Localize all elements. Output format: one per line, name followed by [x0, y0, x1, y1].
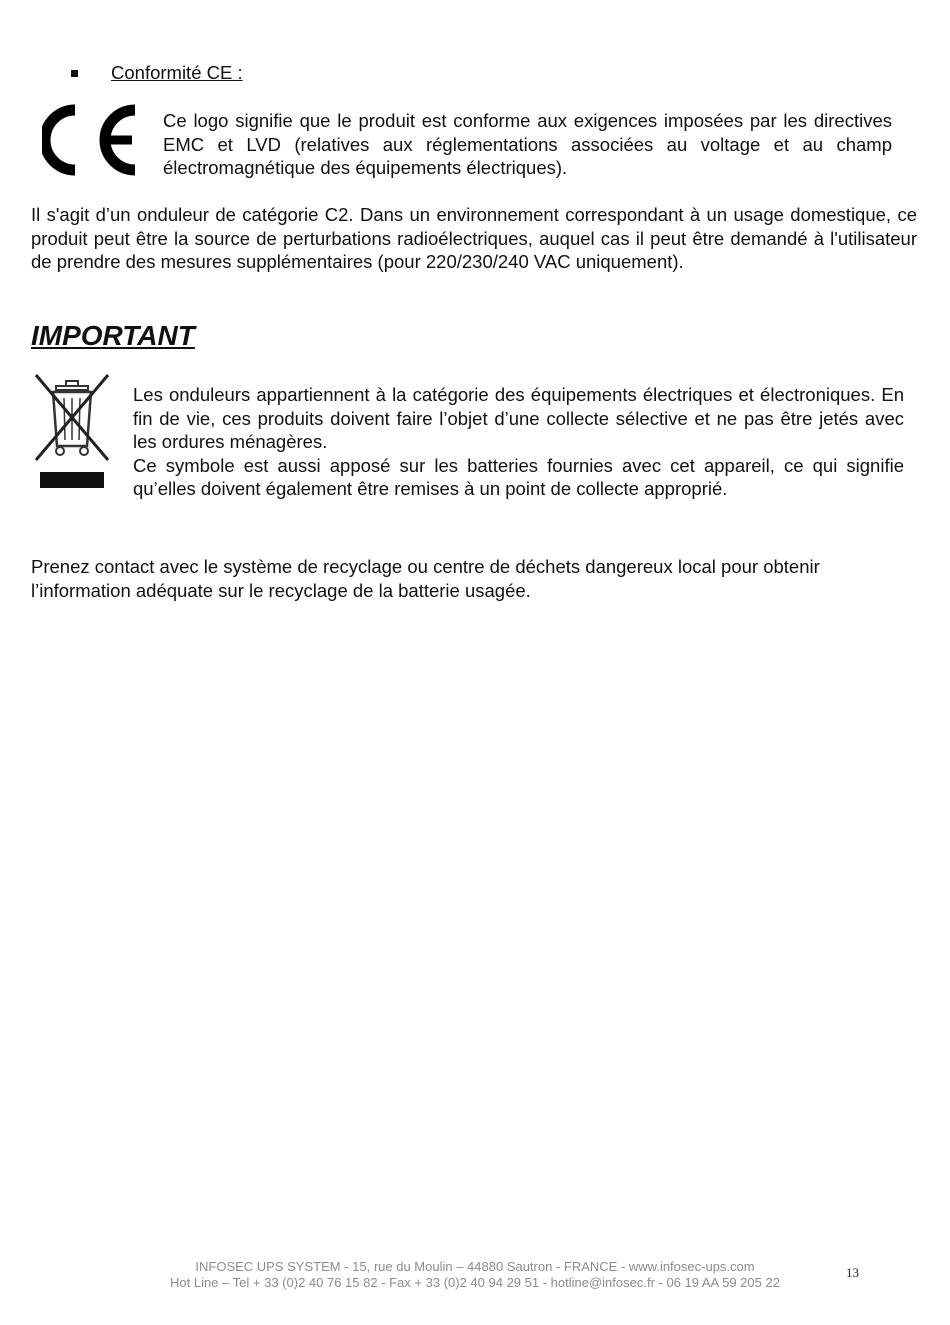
page-number: 13 [846, 1265, 859, 1280]
page-footer [130, 1259, 820, 1291]
category-c2-paragraph: Il s'agit d’un onduleur de catégorie C2. Dans un environnement correspondant à un usage domestique, ce produit peut être la source de perturbations radioélectriques, auquel cas il peut être demandé à l'utilisateur de prendre des mesures supplémentaires (pour 220/230/240 VAC uniquement). [31, 204, 917, 272]
footer-contact-line: Hot Line – Tel + 33 (0)2 40 76 15 82 - Fax + 33 (0)2 40 94 29 51 - hotline@infosec.fr - 06 19 AA 59 205 22 [170, 1275, 780, 1290]
weee-crossed-bin-icon [32, 372, 112, 496]
weee-paragraph-2: Ce symbole est aussi apposé sur les batteries fournies avec cet appareil, ce qui signifie qu’elles doivent également être remises à un point de collecte approprié. [133, 454, 904, 499]
recycling-paragraph: Prenez contact avec le système de recyclage ou centre de déchets dangereux local pour obtenir l’information adéquate sur le recyclage de la batterie usagée. [31, 556, 820, 601]
weee-text-block [133, 383, 904, 501]
important-heading: IMPORTANT [31, 320, 195, 351]
bullet-marker [71, 70, 78, 77]
ce-logo-description: Ce logo signifie que le produit est conforme aux exigences imposées par les directives EMC et LVD (relatives aux réglementations associées au voltage et au champ électromagnétique des équipements électriques). [163, 110, 892, 178]
ce-conformity-heading: Conformité CE : [111, 62, 243, 83]
weee-paragraph-1: Les onduleurs appartiennent à la catégorie des équipements électriques et électroniques. En fin de vie, ces produits doivent faire l’objet d’une collecte sélective et ne pas être jetés avec les ordures ménagères. [133, 384, 904, 452]
ce-logo-icon [42, 104, 140, 176]
footer-address-line: INFOSEC UPS SYSTEM - 15, rue du Moulin – 44880 Sautron - FRANCE - www.infosec-ups.com [195, 1259, 755, 1274]
